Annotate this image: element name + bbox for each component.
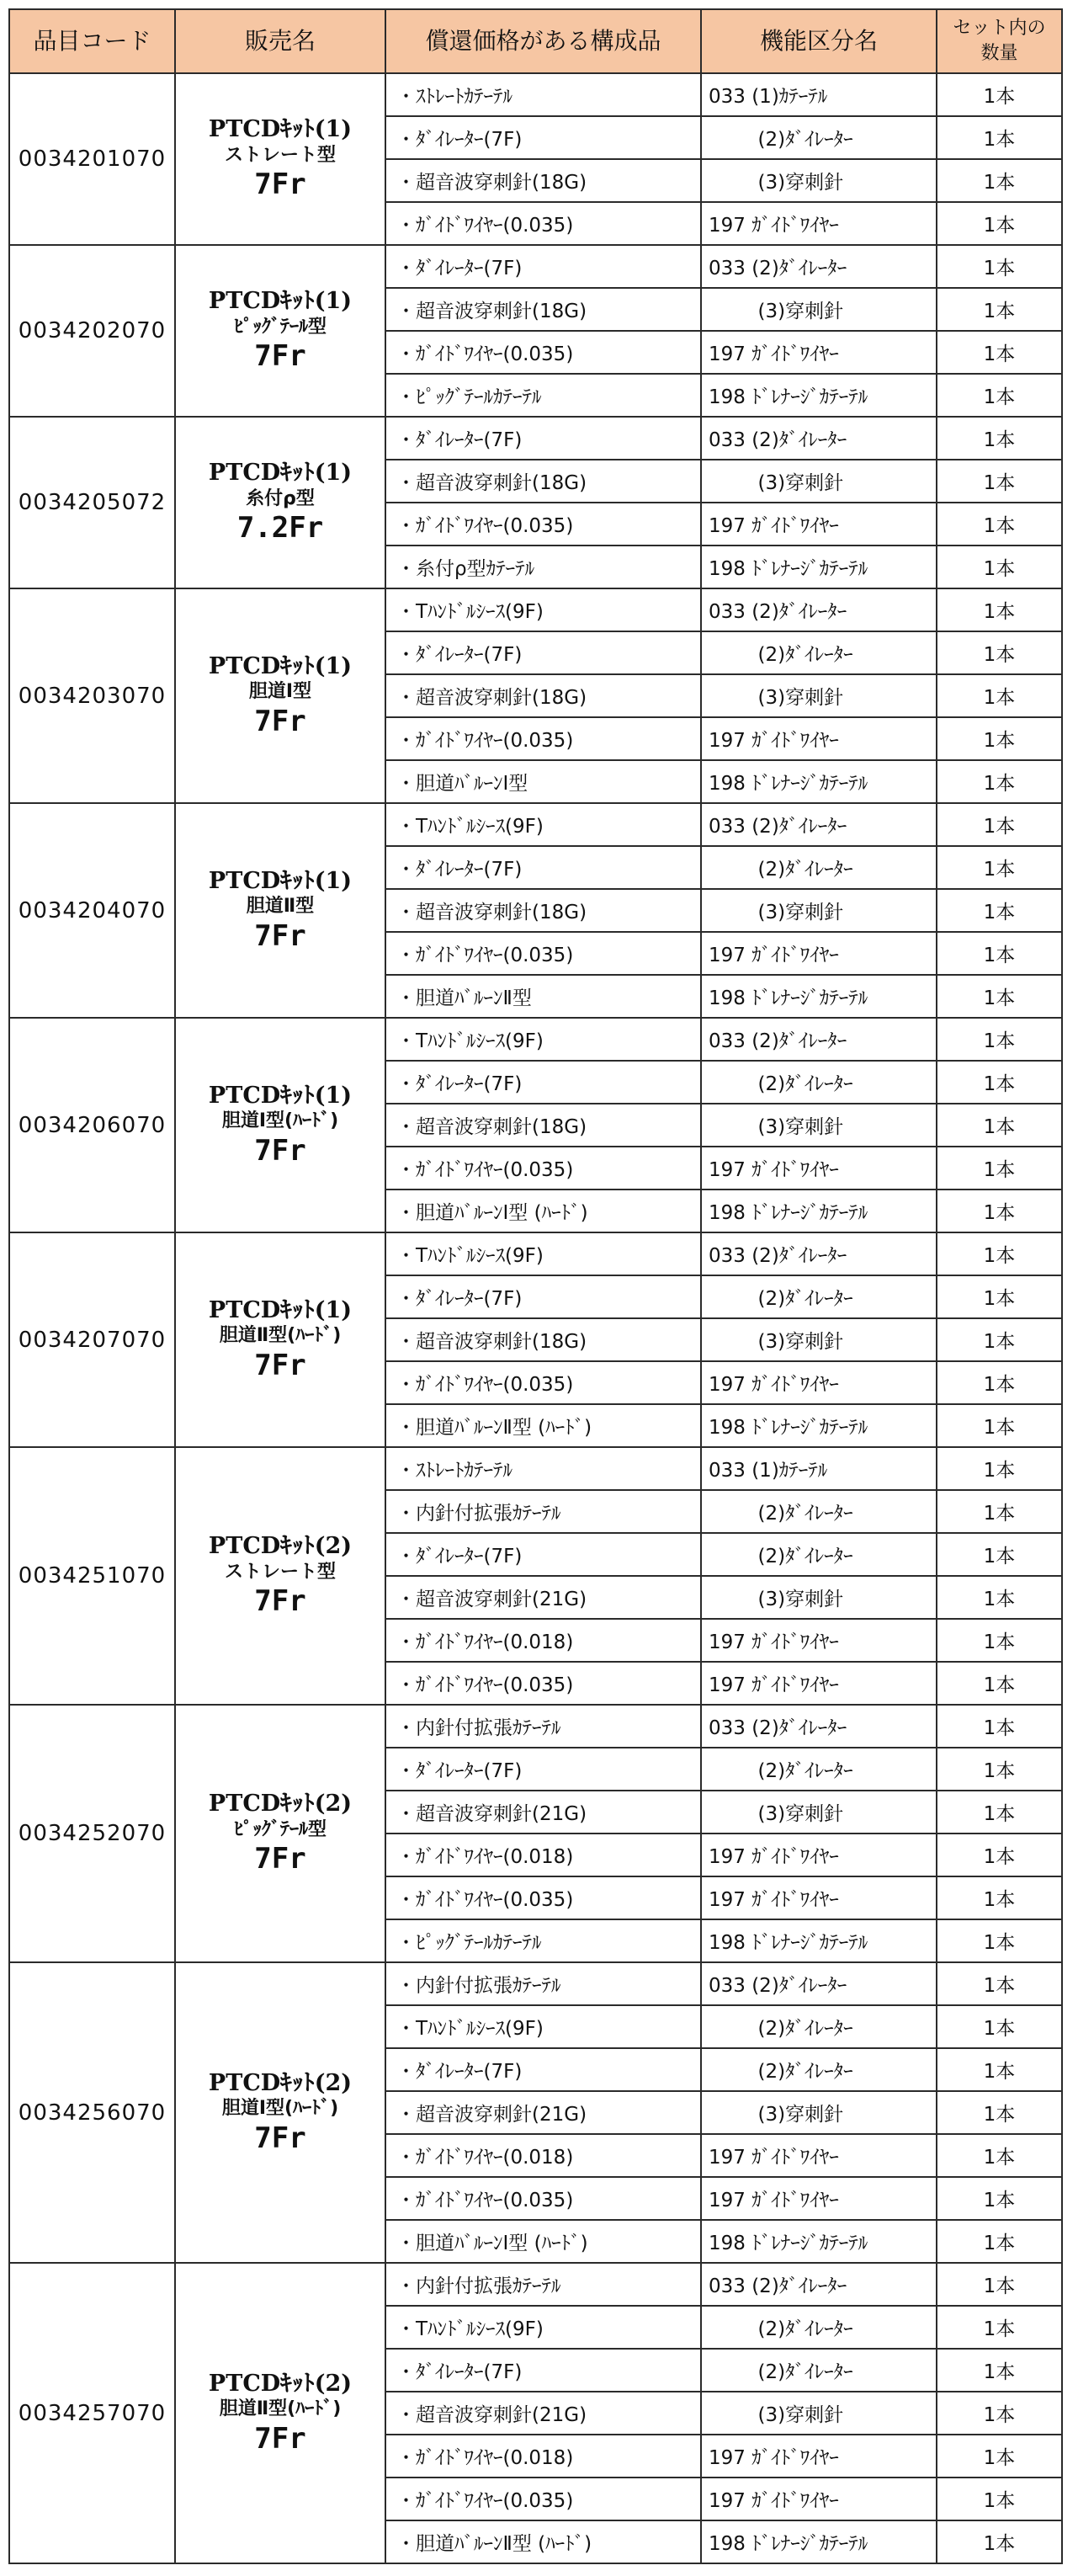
sales-name-type: 胆道Ⅰ型(ﾊｰﾄﾞ) xyxy=(221,2098,339,2120)
component-name: ・ｶﾞｲﾄﾞﾜｲﾔｰ(0.035) xyxy=(385,932,701,975)
function-category: 033 (2)ﾀﾞｲﾚｰﾀｰ xyxy=(701,588,937,631)
function-category: (3)穿刺針 xyxy=(701,1104,937,1147)
sales-name xyxy=(175,803,385,1018)
function-category: 197 ｶﾞｲﾄﾞﾜｲﾔｰ xyxy=(701,503,937,546)
quantity: 1本 xyxy=(937,2220,1062,2263)
function-category: 198 ﾄﾞﾚﾅｰｼﾞｶﾃｰﾃﾙ xyxy=(701,1919,937,1962)
component-name: ・ﾀﾞｲﾚｰﾀｰ(7F) xyxy=(385,1748,701,1791)
function-category: 197 ｶﾞｲﾄﾞﾜｲﾔｰ xyxy=(701,1619,937,1662)
sales-name-size: 7.2Fr xyxy=(236,511,324,546)
quantity: 1本 xyxy=(937,2349,1062,2392)
quantity: 1本 xyxy=(937,417,1062,460)
function-category: (3)穿刺針 xyxy=(701,1318,937,1361)
component-name: ・ｽﾄﾚｰﾄｶﾃｰﾃﾙ xyxy=(385,1447,701,1490)
table-row xyxy=(9,1962,1062,2005)
quantity: 1本 xyxy=(937,1748,1062,1791)
function-category: (2)ﾀﾞｲﾚｰﾀｰ xyxy=(701,1533,937,1576)
product-code: 0034206070 xyxy=(9,1018,175,1232)
component-name: ・ｶﾞｲﾄﾞﾜｲﾔｰ(0.035) xyxy=(385,2177,701,2220)
quantity: 1本 xyxy=(937,73,1062,116)
quantity: 1本 xyxy=(937,245,1062,288)
sales-name-size: 7Fr xyxy=(254,339,306,374)
product-code: 0034257070 xyxy=(9,2263,175,2563)
sales-name xyxy=(175,417,385,588)
sales-name xyxy=(175,245,385,417)
quantity: 1本 xyxy=(937,760,1062,803)
sales-name-type: ストレート型 xyxy=(224,144,336,166)
function-category: 198 ﾄﾞﾚﾅｰｼﾞｶﾃｰﾃﾙ xyxy=(701,374,937,417)
component-name: ・ｶﾞｲﾄﾞﾜｲﾔｰ(0.035) xyxy=(385,1876,701,1919)
function-category: 197 ｶﾞｲﾄﾞﾜｲﾔｰ xyxy=(701,331,937,374)
component-name: ・胆道ﾊﾞﾙｰﾝⅡ型 (ﾊｰﾄﾞ) xyxy=(385,1404,701,1447)
table-body xyxy=(9,73,1062,2563)
table-row xyxy=(9,588,1062,631)
table-row xyxy=(9,1018,1062,1061)
function-category: 198 ﾄﾞﾚﾅｰｼﾞｶﾃｰﾃﾙ xyxy=(701,1190,937,1232)
function-category: 198 ﾄﾞﾚﾅｰｼﾞｶﾃｰﾃﾙ xyxy=(701,2520,937,2563)
component-name: ・超音波穿刺針(21G) xyxy=(385,1791,701,1834)
component-name: ・ｶﾞｲﾄﾞﾜｲﾔｰ(0.035) xyxy=(385,1147,701,1190)
table-row xyxy=(9,73,1062,116)
function-category: 033 (2)ﾀﾞｲﾚｰﾀｰ xyxy=(701,1232,937,1275)
table-row xyxy=(9,1447,1062,1490)
table-row xyxy=(9,1232,1062,1275)
component-name: ・超音波穿刺針(18G) xyxy=(385,159,701,202)
header-function: 機能区分名 xyxy=(701,9,937,73)
header-code: 品目コード xyxy=(9,9,175,73)
quantity: 1本 xyxy=(937,1275,1062,1318)
function-category: (3)穿刺針 xyxy=(701,1791,937,1834)
quantity: 1本 xyxy=(937,1190,1062,1232)
quantity: 1本 xyxy=(937,846,1062,889)
sales-name xyxy=(175,73,385,245)
component-name: ・胆道ﾊﾞﾙｰﾝⅠ型 (ﾊｰﾄﾞ) xyxy=(385,1190,701,1232)
function-category: (2)ﾀﾞｲﾚｰﾀｰ xyxy=(701,1275,937,1318)
function-category: 197 ｶﾞｲﾄﾞﾜｲﾔｰ xyxy=(701,2134,937,2177)
quantity: 1本 xyxy=(937,460,1062,503)
table-row xyxy=(9,245,1062,288)
sales-name-type: 胆道Ⅱ型 xyxy=(246,896,315,918)
quantity: 1本 xyxy=(937,975,1062,1018)
component-name: ・内針付拡張ｶﾃｰﾃﾙ xyxy=(385,1490,701,1533)
component-name: ・超音波穿刺針(18G) xyxy=(385,1318,701,1361)
function-category: 033 (1)ｶﾃｰﾃﾙ xyxy=(701,1447,937,1490)
component-name: ・内針付拡張ｶﾃｰﾃﾙ xyxy=(385,2263,701,2306)
function-category: 197 ｶﾞｲﾄﾞﾜｲﾔｰ xyxy=(701,717,937,760)
quantity: 1本 xyxy=(937,1318,1062,1361)
sales-name-size: 7Fr xyxy=(254,1584,306,1619)
sales-name-kit: PTCDｷｯﾄ(1) xyxy=(208,116,353,143)
function-category: 197 ｶﾞｲﾄﾞﾜｲﾔｰ xyxy=(701,2177,937,2220)
product-code: 0034251070 xyxy=(9,1447,175,1705)
component-name: ・ｽﾄﾚｰﾄｶﾃｰﾃﾙ xyxy=(385,73,701,116)
quantity: 1本 xyxy=(937,2263,1062,2306)
function-category: 197 ｶﾞｲﾄﾞﾜｲﾔｰ xyxy=(701,1361,937,1404)
header-quantity-line2: 数量 xyxy=(980,43,1018,64)
function-category: (2)ﾀﾞｲﾚｰﾀｰ xyxy=(701,2048,937,2091)
component-name: ・ﾋﾟｯｸﾞﾃｰﾙｶﾃｰﾃﾙ xyxy=(385,374,701,417)
quantity: 1本 xyxy=(937,374,1062,417)
quantity: 1本 xyxy=(937,159,1062,202)
quantity: 1本 xyxy=(937,2392,1062,2435)
function-category: 197 ｶﾞｲﾄﾞﾜｲﾔｰ xyxy=(701,1876,937,1919)
quantity: 1本 xyxy=(937,1876,1062,1919)
function-category: (2)ﾀﾞｲﾚｰﾀｰ xyxy=(701,1748,937,1791)
component-name: ・超音波穿刺針(18G) xyxy=(385,674,701,717)
component-name: ・超音波穿刺針(21G) xyxy=(385,1576,701,1619)
quantity: 1本 xyxy=(937,2005,1062,2048)
component-name: ・Tﾊﾝﾄﾞﾙｼｰｽ(9F) xyxy=(385,2005,701,2048)
quantity: 1本 xyxy=(937,1104,1062,1147)
quantity: 1本 xyxy=(937,1533,1062,1576)
sales-name-size: 7Fr xyxy=(254,704,306,738)
quantity: 1本 xyxy=(937,803,1062,846)
function-category: (2)ﾀﾞｲﾚｰﾀｰ xyxy=(701,1490,937,1533)
sales-name-kit: PTCDｷｯﾄ(1) xyxy=(208,288,353,315)
sales-name-size: 7Fr xyxy=(254,1348,306,1382)
function-category: 198 ﾄﾞﾚﾅｰｼﾞｶﾃｰﾃﾙ xyxy=(701,975,937,1018)
function-category: 197 ｶﾞｲﾄﾞﾜｲﾔｰ xyxy=(701,1834,937,1876)
component-name: ・超音波穿刺針(18G) xyxy=(385,1104,701,1147)
sales-name-kit: PTCDｷｯﾄ(1) xyxy=(208,652,353,679)
component-name: ・ｶﾞｲﾄﾞﾜｲﾔｰ(0.035) xyxy=(385,331,701,374)
component-name: ・ﾀﾞｲﾚｰﾀｰ(7F) xyxy=(385,1061,701,1104)
sales-name-size: 7Fr xyxy=(254,1842,306,1876)
quantity: 1本 xyxy=(937,116,1062,159)
table-row xyxy=(9,2263,1062,2306)
sales-name-type: 胆道Ⅱ型(ﾊｰﾄﾞ) xyxy=(219,1325,342,1347)
component-name: ・ﾀﾞｲﾚｰﾀｰ(7F) xyxy=(385,846,701,889)
function-category: 197 ｶﾞｲﾄﾞﾜｲﾔｰ xyxy=(701,1662,937,1705)
quantity: 1本 xyxy=(937,2478,1062,2520)
component-name: ・ﾀﾞｲﾚｰﾀｰ(7F) xyxy=(385,1533,701,1576)
sales-name-type: 胆道Ⅰ型(ﾊｰﾄﾞ) xyxy=(221,1110,339,1132)
sales-name-kit: PTCDｷｯﾄ(2) xyxy=(208,1791,353,1818)
component-name: ・胆道ﾊﾞﾙｰﾝⅠ型 xyxy=(385,760,701,803)
sales-name-type: ストレート型 xyxy=(224,1561,336,1583)
product-code: 0034207070 xyxy=(9,1232,175,1447)
component-name: ・Tﾊﾝﾄﾞﾙｼｰｽ(9F) xyxy=(385,803,701,846)
header-quantity-line1: セット内の xyxy=(953,18,1046,40)
quantity: 1本 xyxy=(937,717,1062,760)
component-name: ・ﾀﾞｲﾚｰﾀｰ(7F) xyxy=(385,631,701,674)
function-category: 033 (2)ﾀﾞｲﾚｰﾀｰ xyxy=(701,803,937,846)
function-category: 033 (2)ﾀﾞｲﾚｰﾀｰ xyxy=(701,417,937,460)
component-name: ・胆道ﾊﾞﾙｰﾝⅡ型 (ﾊｰﾄﾞ) xyxy=(385,2520,701,2563)
quantity: 1本 xyxy=(937,1018,1062,1061)
sales-name-size: 7Fr xyxy=(254,918,306,953)
component-name: ・Tﾊﾝﾄﾞﾙｼｰｽ(9F) xyxy=(385,588,701,631)
quantity: 1本 xyxy=(937,1791,1062,1834)
product-code: 0034205072 xyxy=(9,417,175,588)
sales-name-size: 7Fr xyxy=(254,1133,306,1168)
quantity: 1本 xyxy=(937,2177,1062,2220)
quantity: 1本 xyxy=(937,1232,1062,1275)
component-name: ・ｶﾞｲﾄﾞﾜｲﾔｰ(0.035) xyxy=(385,1662,701,1705)
sales-name-type: 糸付ρ型 xyxy=(246,487,315,509)
function-category: (3)穿刺針 xyxy=(701,889,937,932)
function-category: 198 ﾄﾞﾚﾅｰｼﾞｶﾃｰﾃﾙ xyxy=(701,546,937,588)
function-category: 033 (2)ﾀﾞｲﾚｰﾀｰ xyxy=(701,1705,937,1748)
function-category: 197 ｶﾞｲﾄﾞﾜｲﾔｰ xyxy=(701,2435,937,2478)
quantity: 1本 xyxy=(937,2048,1062,2091)
product-code: 0034204070 xyxy=(9,803,175,1018)
quantity: 1本 xyxy=(937,288,1062,331)
function-category: (3)穿刺針 xyxy=(701,460,937,503)
component-name: ・胆道ﾊﾞﾙｰﾝⅠ型 (ﾊｰﾄﾞ) xyxy=(385,2220,701,2263)
sales-name-kit: PTCDｷｯﾄ(2) xyxy=(208,2370,353,2397)
function-category: 197 ｶﾞｲﾄﾞﾜｲﾔｰ xyxy=(701,2478,937,2520)
product-code: 0034252070 xyxy=(9,1705,175,1962)
quantity: 1本 xyxy=(937,1619,1062,1662)
header-components: 償還価格がある構成品 xyxy=(385,9,701,73)
component-name: ・ｶﾞｲﾄﾞﾜｲﾔｰ(0.035) xyxy=(385,717,701,760)
component-name: ・糸付ρ型ｶﾃｰﾃﾙ xyxy=(385,546,701,588)
function-category: (2)ﾀﾞｲﾚｰﾀｰ xyxy=(701,1061,937,1104)
product-code: 0034203070 xyxy=(9,588,175,803)
quantity: 1本 xyxy=(937,202,1062,245)
quantity: 1本 xyxy=(937,2134,1062,2177)
header-row xyxy=(9,9,1062,73)
component-name: ・ﾀﾞｲﾚｰﾀｰ(7F) xyxy=(385,2349,701,2392)
component-name: ・ﾀﾞｲﾚｰﾀｰ(7F) xyxy=(385,116,701,159)
function-category: 033 (1)ｶﾃｰﾃﾙ xyxy=(701,73,937,116)
component-name: ・ﾀﾞｲﾚｰﾀｰ(7F) xyxy=(385,1275,701,1318)
product-code: 0034202070 xyxy=(9,245,175,417)
quantity: 1本 xyxy=(937,1061,1062,1104)
component-name: ・ｶﾞｲﾄﾞﾜｲﾔｰ(0.018) xyxy=(385,2134,701,2177)
quantity: 1本 xyxy=(937,331,1062,374)
function-category: 198 ﾄﾞﾚﾅｰｼﾞｶﾃｰﾃﾙ xyxy=(701,2220,937,2263)
function-category: 198 ﾄﾞﾚﾅｰｼﾞｶﾃｰﾃﾙ xyxy=(701,760,937,803)
quantity: 1本 xyxy=(937,1705,1062,1748)
component-name: ・内針付拡張ｶﾃｰﾃﾙ xyxy=(385,1962,701,2005)
sales-name-kit: PTCDｷｯﾄ(2) xyxy=(208,2069,353,2096)
function-category: (3)穿刺針 xyxy=(701,1576,937,1619)
sales-name-type: ﾋﾟｯｸﾞﾃｰﾙ型 xyxy=(233,1818,327,1840)
component-name: ・ﾀﾞｲﾚｰﾀｰ(7F) xyxy=(385,2048,701,2091)
sales-name xyxy=(175,1962,385,2263)
sales-name xyxy=(175,2263,385,2563)
sales-name-kit: PTCDｷｯﾄ(1) xyxy=(208,867,353,894)
table-row xyxy=(9,803,1062,846)
sales-name-kit: PTCDｷｯﾄ(1) xyxy=(208,1082,353,1109)
function-category: 033 (2)ﾀﾞｲﾚｰﾀｰ xyxy=(701,245,937,288)
product-table xyxy=(8,8,1063,2564)
component-name: ・超音波穿刺針(21G) xyxy=(385,2392,701,2435)
component-name: ・超音波穿刺針(21G) xyxy=(385,2091,701,2134)
quantity: 1本 xyxy=(937,2306,1062,2349)
quantity: 1本 xyxy=(937,1147,1062,1190)
table-row xyxy=(9,417,1062,460)
sales-name-size: 7Fr xyxy=(254,2421,306,2456)
sales-name-type: 胆道Ⅰ型 xyxy=(248,681,312,703)
component-name: ・ﾀﾞｲﾚｰﾀｰ(7F) xyxy=(385,417,701,460)
quantity: 1本 xyxy=(937,1404,1062,1447)
function-category: 197 ｶﾞｲﾄﾞﾜｲﾔｰ xyxy=(701,1147,937,1190)
quantity: 1本 xyxy=(937,1962,1062,2005)
component-name: ・ｶﾞｲﾄﾞﾜｲﾔｰ(0.018) xyxy=(385,1834,701,1876)
component-name: ・胆道ﾊﾞﾙｰﾝⅡ型 xyxy=(385,975,701,1018)
quantity: 1本 xyxy=(937,2435,1062,2478)
function-category: 033 (2)ﾀﾞｲﾚｰﾀｰ xyxy=(701,2263,937,2306)
function-category: 197 ｶﾞｲﾄﾞﾜｲﾔｰ xyxy=(701,202,937,245)
quantity: 1本 xyxy=(937,2091,1062,2134)
quantity: 1本 xyxy=(937,1576,1062,1619)
sales-name-type: ﾋﾟｯｸﾞﾃｰﾙ型 xyxy=(233,316,327,338)
sales-name xyxy=(175,1018,385,1232)
function-category: 033 (2)ﾀﾞｲﾚｰﾀｰ xyxy=(701,1018,937,1061)
quantity: 1本 xyxy=(937,588,1062,631)
quantity: 1本 xyxy=(937,631,1062,674)
function-category: (2)ﾀﾞｲﾚｰﾀｰ xyxy=(701,2349,937,2392)
quantity: 1本 xyxy=(937,932,1062,975)
quantity: 1本 xyxy=(937,1834,1062,1876)
component-name: ・超音波穿刺針(18G) xyxy=(385,460,701,503)
table-row xyxy=(9,1705,1062,1748)
sales-name xyxy=(175,1232,385,1447)
product-code: 0034256070 xyxy=(9,1962,175,2263)
quantity: 1本 xyxy=(937,503,1062,546)
quantity: 1本 xyxy=(937,1919,1062,1962)
function-category: (2)ﾀﾞｲﾚｰﾀｰ xyxy=(701,2005,937,2048)
function-category: (3)穿刺針 xyxy=(701,2392,937,2435)
function-category: 198 ﾄﾞﾚﾅｰｼﾞｶﾃｰﾃﾙ xyxy=(701,1404,937,1447)
quantity: 1本 xyxy=(937,1447,1062,1490)
sales-name-kit: PTCDｷｯﾄ(2) xyxy=(208,1533,353,1560)
sales-name-size: 7Fr xyxy=(254,168,306,202)
component-name: ・ﾋﾟｯｸﾞﾃｰﾙｶﾃｰﾃﾙ xyxy=(385,1919,701,1962)
function-category: (2)ﾀﾞｲﾚｰﾀｰ xyxy=(701,2306,937,2349)
component-name: ・ｶﾞｲﾄﾞﾜｲﾔｰ(0.035) xyxy=(385,1361,701,1404)
component-name: ・Tﾊﾝﾄﾞﾙｼｰｽ(9F) xyxy=(385,1232,701,1275)
quantity: 1本 xyxy=(937,889,1062,932)
sales-name-kit: PTCDｷｯﾄ(1) xyxy=(208,460,353,487)
function-category: (3)穿刺針 xyxy=(701,674,937,717)
function-category: 033 (2)ﾀﾞｲﾚｰﾀｰ xyxy=(701,1962,937,2005)
function-category: (3)穿刺針 xyxy=(701,2091,937,2134)
component-name: ・Tﾊﾝﾄﾞﾙｼｰｽ(9F) xyxy=(385,2306,701,2349)
component-name: ・ｶﾞｲﾄﾞﾜｲﾔｰ(0.035) xyxy=(385,503,701,546)
component-name: ・Tﾊﾝﾄﾞﾙｼｰｽ(9F) xyxy=(385,1018,701,1061)
quantity: 1本 xyxy=(937,1662,1062,1705)
quantity: 1本 xyxy=(937,546,1062,588)
quantity: 1本 xyxy=(937,1490,1062,1533)
quantity: 1本 xyxy=(937,674,1062,717)
component-name: ・ｶﾞｲﾄﾞﾜｲﾔｰ(0.035) xyxy=(385,202,701,245)
function-category: (2)ﾀﾞｲﾚｰﾀｰ xyxy=(701,116,937,159)
component-name: ・ｶﾞｲﾄﾞﾜｲﾔｰ(0.018) xyxy=(385,2435,701,2478)
component-name: ・ｶﾞｲﾄﾞﾜｲﾔｰ(0.018) xyxy=(385,1619,701,1662)
header-name: 販売名 xyxy=(175,9,385,73)
component-name: ・ﾀﾞｲﾚｰﾀｰ(7F) xyxy=(385,245,701,288)
header-quantity xyxy=(937,9,1062,73)
function-category: (2)ﾀﾞｲﾚｰﾀｰ xyxy=(701,846,937,889)
sales-name-type: 胆道Ⅱ型(ﾊｰﾄﾞ) xyxy=(219,2398,342,2420)
component-name: ・ｶﾞｲﾄﾞﾜｲﾔｰ(0.035) xyxy=(385,2478,701,2520)
quantity: 1本 xyxy=(937,1361,1062,1404)
function-category: (2)ﾀﾞｲﾚｰﾀｰ xyxy=(701,631,937,674)
function-category: (3)穿刺針 xyxy=(701,159,937,202)
sales-name xyxy=(175,1447,385,1705)
product-code: 0034201070 xyxy=(9,73,175,245)
function-category: (3)穿刺針 xyxy=(701,288,937,331)
component-name: ・超音波穿刺針(18G) xyxy=(385,889,701,932)
quantity: 1本 xyxy=(937,2520,1062,2563)
sales-name xyxy=(175,588,385,803)
sales-name xyxy=(175,1705,385,1962)
component-name: ・内針付拡張ｶﾃｰﾃﾙ xyxy=(385,1705,701,1748)
function-category: 197 ｶﾞｲﾄﾞﾜｲﾔｰ xyxy=(701,932,937,975)
sales-name-kit: PTCDｷｯﾄ(1) xyxy=(208,1296,353,1323)
component-name: ・超音波穿刺針(18G) xyxy=(385,288,701,331)
sales-name-size: 7Fr xyxy=(254,2121,306,2155)
